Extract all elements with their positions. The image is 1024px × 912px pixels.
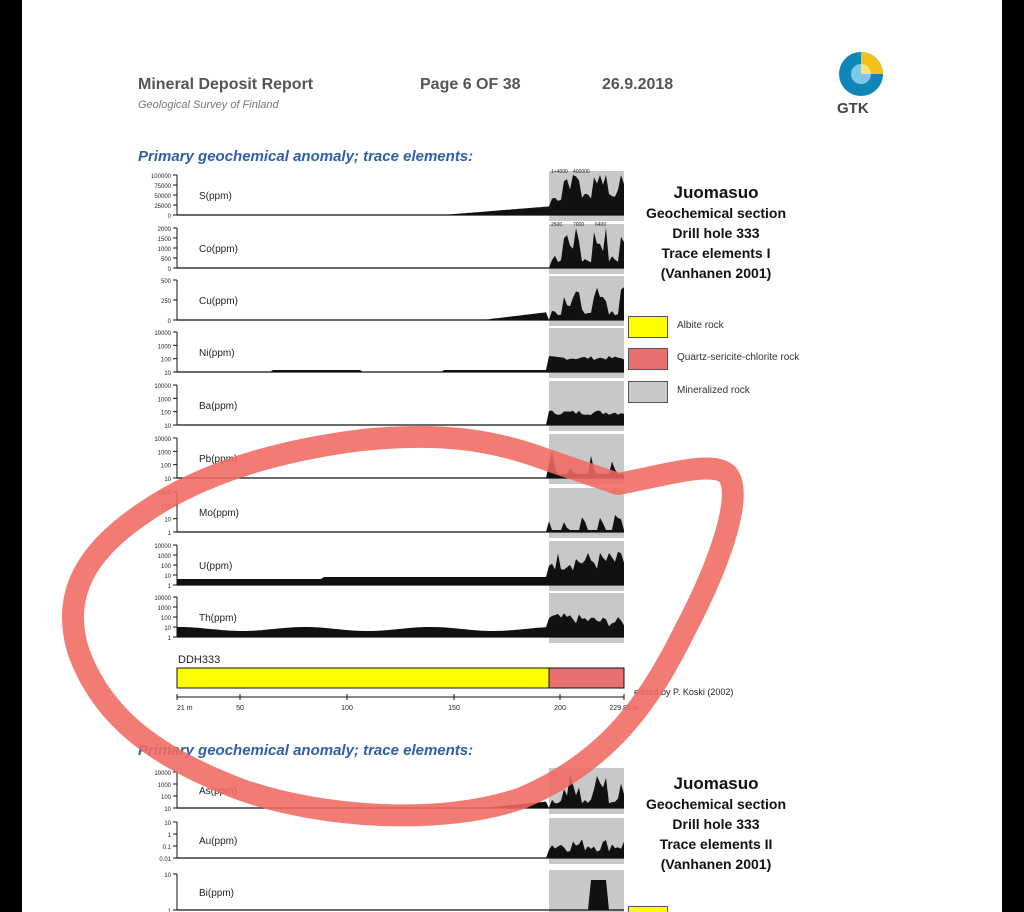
section-subtitle: (Vanhanen 2001) xyxy=(660,265,772,281)
track-label: Mo(ppm) xyxy=(199,508,240,520)
report-title: Mineral Deposit Report xyxy=(138,76,314,93)
track-label: Au(ppm) xyxy=(199,836,238,847)
track-annotation: 7000 xyxy=(573,222,585,228)
axis-tick-label: 1 xyxy=(167,833,171,839)
axis-tick-label: 1 xyxy=(167,584,171,590)
depth-tick-label: 229.85 m xyxy=(609,705,639,712)
section-subtitle: Drill hole 333 xyxy=(672,816,760,832)
axis-tick-label: 10 xyxy=(164,371,171,377)
axis-tick-label: 10 xyxy=(164,873,171,879)
section-heading: Primary geochemical anomaly; trace elements: xyxy=(138,148,474,165)
axis-tick-label: 1 xyxy=(167,531,171,537)
element-profile xyxy=(177,356,624,372)
axis-tick-label: 10 xyxy=(164,517,171,524)
axis-tick-label: 10 xyxy=(164,807,171,813)
axis-tick-label: 2000 xyxy=(157,227,171,233)
section-heading: Primary geochemical anomaly; trace elements: xyxy=(138,742,474,759)
section-subtitle: Geochemical section xyxy=(645,205,787,221)
depth-tick-label: 100 xyxy=(341,705,353,712)
depth-tick-label: 50 xyxy=(236,705,244,712)
track-annotation: 6400 xyxy=(595,222,607,228)
axis-tick-label: 50000 xyxy=(154,194,171,200)
mineralized-band xyxy=(549,870,624,912)
axis-tick-label: 10000 xyxy=(154,544,171,550)
track-label: Ba(ppm) xyxy=(199,401,238,413)
report-date: 26.9.2018 xyxy=(602,76,674,93)
depth-tick-label: 200 xyxy=(554,705,566,712)
edited-by-note: edited by P. Koski (2002) xyxy=(634,687,734,697)
track-label: Ni(ppm) xyxy=(199,348,235,360)
axis-tick-label: 100000 xyxy=(150,174,171,180)
axis-tick-label: 100 xyxy=(160,795,171,801)
axis-tick-label: 10000 xyxy=(154,384,171,390)
qsc-rock-interval xyxy=(549,668,624,688)
legend-label: Mineralized rock xyxy=(677,385,750,396)
axis-tick-label: 100 xyxy=(160,564,171,570)
track-annotation: 2500 xyxy=(551,222,563,228)
axis-tick-label: 10 xyxy=(164,821,171,827)
axis-tick-label: 100 xyxy=(160,357,171,364)
albite-rock-interval xyxy=(177,668,549,688)
track-label: Pb(ppm) xyxy=(199,454,238,466)
track-label: Bi(ppm) xyxy=(199,888,235,899)
axis-tick-label: 1 xyxy=(167,636,171,642)
axis-tick-label: 100 xyxy=(160,616,171,622)
axis-tick-label: 1000 xyxy=(157,247,171,253)
axis-tick-label: 100 xyxy=(160,504,171,511)
axis-tick-label: 10000 xyxy=(154,596,171,602)
element-profile xyxy=(177,613,624,637)
section-subtitle: Trace elements I xyxy=(661,245,771,261)
axis-tick-label: 0.01 xyxy=(159,857,171,863)
axis-tick-label: 10000 xyxy=(154,771,171,777)
axis-tick-label: 1000 xyxy=(157,783,171,789)
axis-tick-label: 10 xyxy=(164,574,171,580)
logo-text: GTK xyxy=(837,100,869,117)
track-label: Cu(ppm) xyxy=(199,296,238,308)
axis-tick-label: 10000 xyxy=(154,331,171,337)
axis-tick-label: 0 xyxy=(167,319,171,325)
axis-tick-label: 10 xyxy=(164,477,171,483)
page-number: Page 6 OF 38 xyxy=(420,76,521,93)
section-subtitle: (Vanhanen 2001) xyxy=(660,856,772,872)
section-title: Juomasuo xyxy=(673,774,759,793)
axis-tick-label: 0.1 xyxy=(162,845,171,851)
organization-name: Geological Survey of Finland xyxy=(138,99,279,111)
axis-tick-label: 1000 xyxy=(157,554,171,560)
depth-tick-label: 21 m xyxy=(177,705,193,712)
axis-tick-label: 75000 xyxy=(154,184,171,190)
axis-tick-label: 1000 xyxy=(157,491,171,497)
axis-tick-label: 100 xyxy=(160,463,171,470)
section-subtitle: Trace elements II xyxy=(659,836,773,852)
axis-tick-label: 10000 xyxy=(154,437,171,443)
axis-tick-label: 1000 xyxy=(157,450,171,457)
track-label: Th(ppm) xyxy=(199,613,237,625)
axis-tick-label: 500 xyxy=(160,257,171,263)
axis-tick-label: 10 xyxy=(164,626,171,632)
track-annotation: 1+4000 xyxy=(551,169,568,175)
axis-tick-label: 500 xyxy=(160,279,171,285)
axis-tick-label: 0 xyxy=(167,267,171,273)
axis-tick-label: 1000 xyxy=(157,606,171,612)
drill-hole-label: DDH333 xyxy=(178,654,221,666)
track-label: S(ppm) xyxy=(199,191,232,203)
track-label: U(ppm) xyxy=(199,561,233,573)
geochemical-section-chart xyxy=(22,0,1002,912)
axis-tick-label: 10 xyxy=(164,424,171,430)
axis-tick-label: 250 xyxy=(160,299,171,305)
axis-tick-label: 0 xyxy=(167,214,171,220)
legend-label: Albite rock xyxy=(677,320,724,331)
track-label: As(ppm) xyxy=(199,786,237,797)
section-subtitle: Drill hole 333 xyxy=(672,225,760,241)
axis-tick-label: 1 xyxy=(167,909,171,912)
document-page xyxy=(22,0,1002,912)
axis-tick-label: 1500 xyxy=(157,237,171,243)
axis-tick-label: 100 xyxy=(160,410,171,417)
depth-tick-label: 150 xyxy=(448,705,460,712)
track-annotation: 400000 xyxy=(573,169,590,175)
legend-label: Quartz-sericite-chlorite rock xyxy=(677,352,800,363)
axis-tick-label: 1000 xyxy=(157,397,171,404)
track-label: Co(ppm) xyxy=(199,244,238,256)
axis-tick-label: 1000 xyxy=(157,344,171,351)
section-subtitle: Geochemical section xyxy=(645,796,787,812)
axis-tick-label: 25000 xyxy=(154,204,171,210)
section-title: Juomasuo xyxy=(673,183,759,202)
